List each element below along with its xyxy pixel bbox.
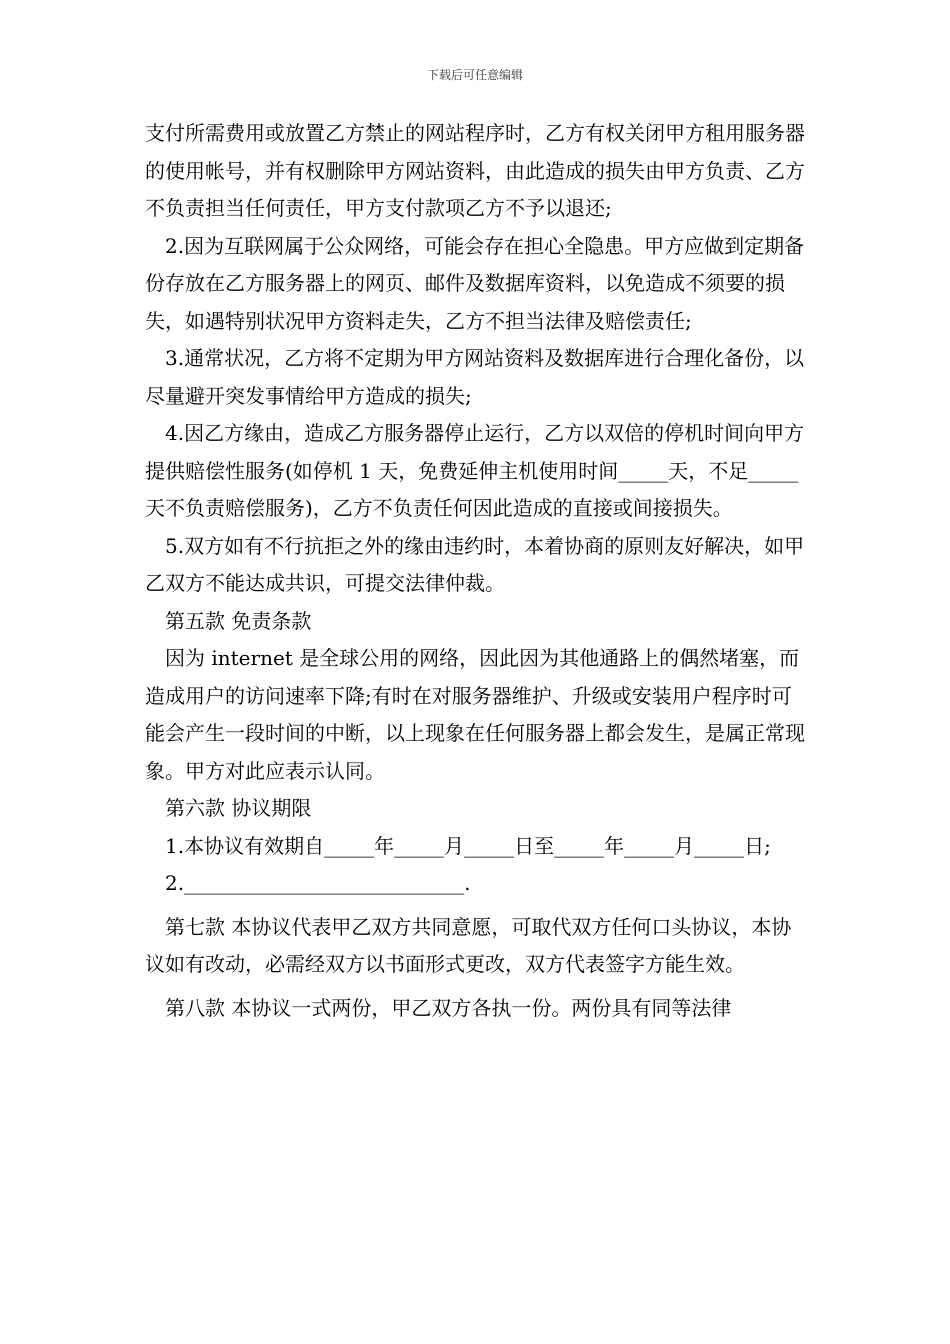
paragraph-term-1: 1.本协议有效期自_____年_____月_____日至_____年_____月_____日; — [165, 833, 771, 858]
section-heading-5: 第五款 免责条款 — [165, 608, 312, 633]
paragraph-item-5: 5.双方如有不行抗拒之外的缘由违约时，本着协商的原则友好解决，如甲乙双方不能达成共识，可提交法律仲裁。 — [145, 533, 805, 595]
paragraph-section-8: 第八款 本协议一式两份，甲乙双方各执一份。两份具有同等法律 — [165, 995, 732, 1020]
paragraph-item-4: 4.因乙方缘由，造成乙方服务器停止运行，乙方以双倍的停机时间向甲方提供赔偿性服务(如停机 1 天，免费延伸主机使用时间_____天，不足_____天不负责赔偿服务)，乙方不负责任何因此造成的直接或间接损失。 — [145, 421, 805, 520]
paragraph-item-3: 3.通常状况，乙方将不定期为甲方网站资料及数据库进行合理化备份，以尽量避开突发事情给甲方造成的损失; — [145, 346, 805, 408]
paragraph-term-2: 2.____________________________. — [165, 871, 471, 895]
page-header: 下载后可任意编辑 — [426, 68, 523, 82]
document-body — [145, 115, 810, 1027]
section-heading-6: 第六款 协议期限 — [165, 796, 312, 820]
paragraph-section-7: 第七款 本协议代表甲乙双方共同意愿，可取代双方任何口头协议，本协议如有改动，必需经双方以书面形式更改，双方代表签字方能生效。 — [145, 914, 792, 976]
paragraph-item-2: 2.因为互联网属于公众网络，可能会存在担心全隐患。甲方应做到定期备份存放在乙方服务器上的网页、邮件及数据库资料，以免造成不须要的损失，如遇特别状况甲方资料走失，乙方不担当法律及赔偿责任; — [145, 233, 805, 333]
paragraph-continuation: 支付所需费用或放置乙方禁止的网站程序时，乙方有权关闭甲方租用服务器的使用帐号，并有权删除甲方网站资料，由此造成的损失由甲方负责、乙方不负责担当任何责任，甲方支付款项乙方不予以退还; — [145, 121, 805, 220]
paragraph-disclaimer: 因为 internet 是全球公用的网络，因此因为其他通路上的偶然堵塞，而造成用户的访问速率下降;有时在对服务器维护、升级或安装用户程序时可能会产生一段时间的中断，以上现象在任何服务器上都会发生，是属正常现象。甲方对此应表示认同。 — [145, 646, 805, 783]
